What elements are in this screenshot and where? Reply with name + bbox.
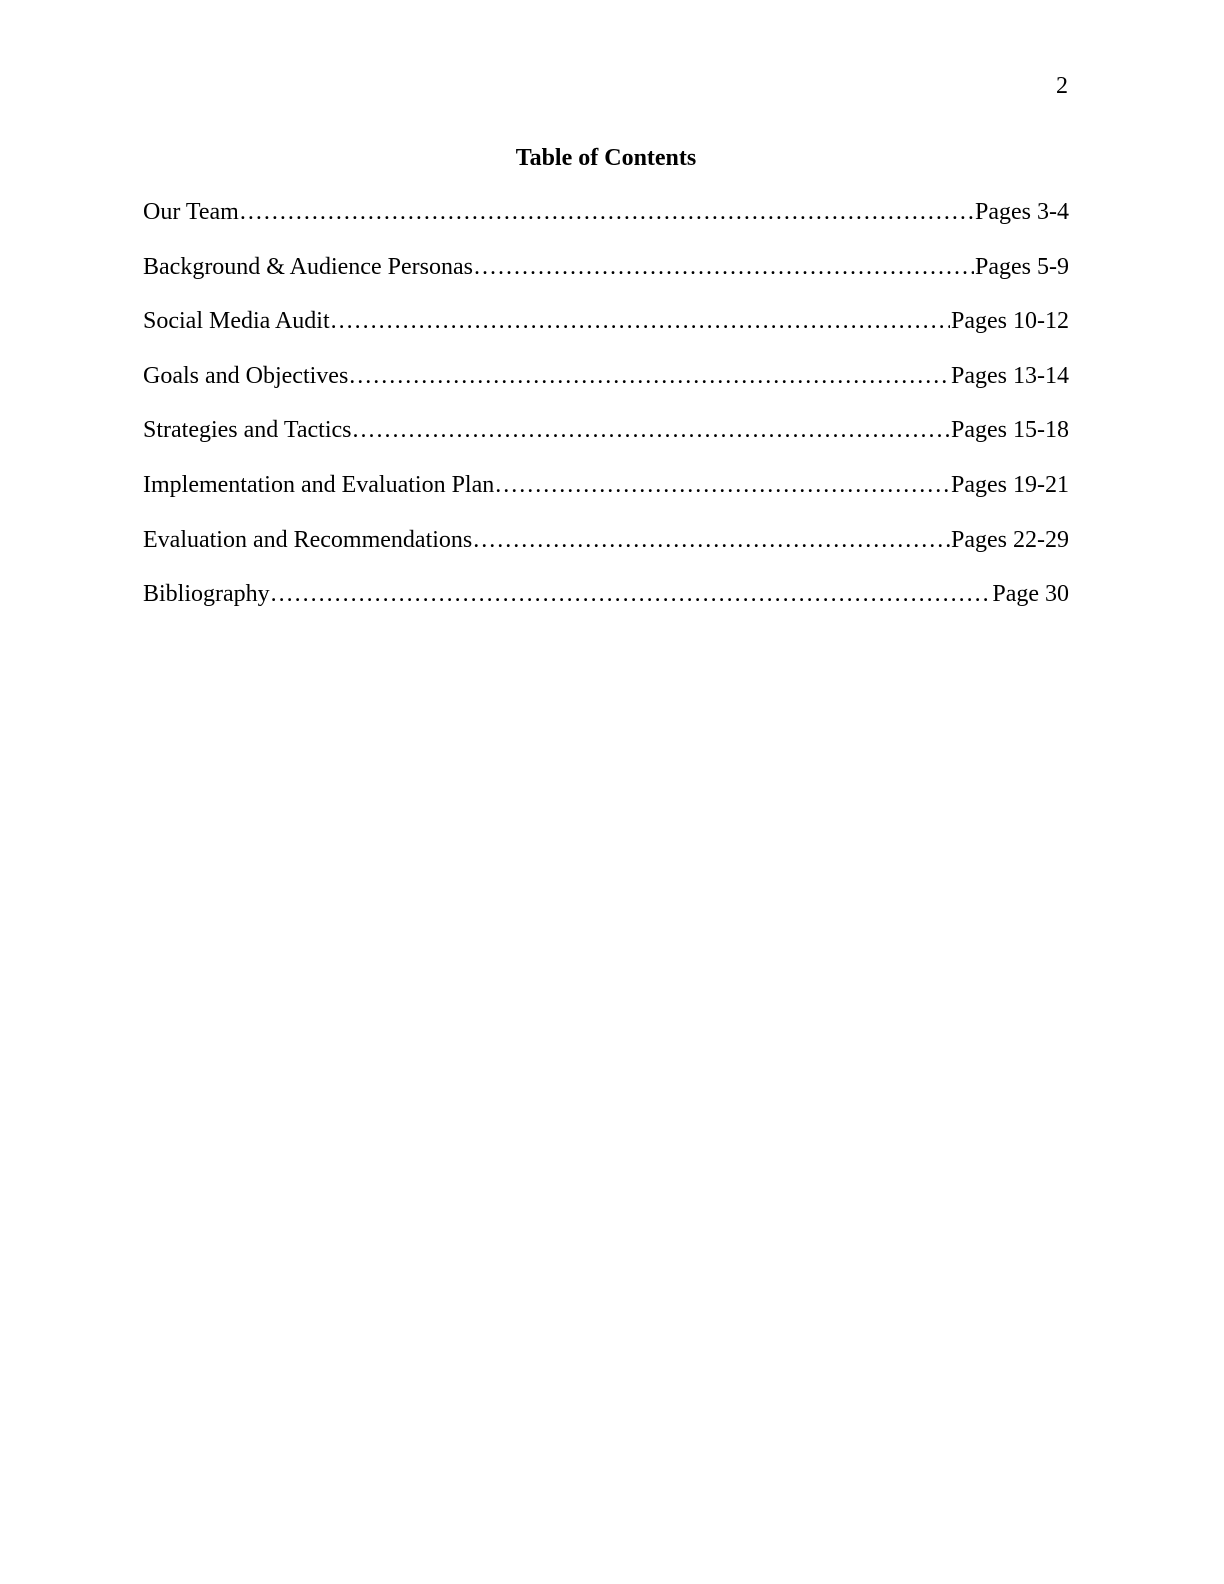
- toc-dot-leader: [352, 416, 950, 444]
- toc-entry-strategies: [143, 416, 1069, 471]
- toc-dot-leader: [495, 471, 950, 499]
- toc-entry-evaluation: [143, 526, 1069, 581]
- toc-entry-label: Implementation and Evaluation Plan: [143, 471, 495, 498]
- toc-dot-leader: [240, 198, 974, 226]
- toc-entry-pages: Pages 22-29: [951, 526, 1069, 553]
- toc-entry-bibliography: [143, 580, 1069, 635]
- toc-entry-pages: Pages 5-9: [975, 253, 1069, 280]
- toc-entry-label: Background & Audience Personas: [143, 253, 473, 280]
- toc-entry-social-media-audit: [143, 307, 1069, 362]
- toc-entry-background: [143, 253, 1069, 308]
- toc-dot-leader: [349, 362, 950, 390]
- toc-title: Table of Contents: [515, 145, 697, 171]
- toc-entry-implementation: [143, 471, 1069, 526]
- toc-entry-pages: Page 30: [992, 581, 1069, 608]
- toc-entry-pages: Pages 15-18: [951, 417, 1069, 444]
- toc-entry-goals: [143, 362, 1069, 417]
- toc-entry-pages: Pages 19-21: [951, 471, 1069, 498]
- toc-entry-label: Bibliography: [143, 581, 270, 608]
- toc-dot-leader: [473, 526, 950, 554]
- toc-entry-pages: Pages 13-14: [951, 362, 1069, 389]
- toc-entry-pages: Pages 3-4: [975, 199, 1069, 225]
- toc-entry-label: Social Media Audit: [143, 308, 330, 335]
- toc-list: [143, 198, 1069, 635]
- toc-entry-label: Our Team: [143, 199, 239, 225]
- toc-entry-label: Evaluation and Recommendations: [143, 526, 473, 553]
- toc-dot-leader: [474, 253, 974, 281]
- toc-entry-pages: Pages 10-12: [951, 308, 1069, 335]
- toc-entry-label: Goals and Objectives: [143, 362, 349, 389]
- toc-dot-leader: [331, 307, 950, 335]
- toc-entry-label: Strategies and Tactics: [143, 417, 352, 444]
- page-number: 2: [1056, 73, 1068, 99]
- toc-dot-leader: [271, 580, 992, 608]
- toc-entry-our-team: [143, 198, 1069, 253]
